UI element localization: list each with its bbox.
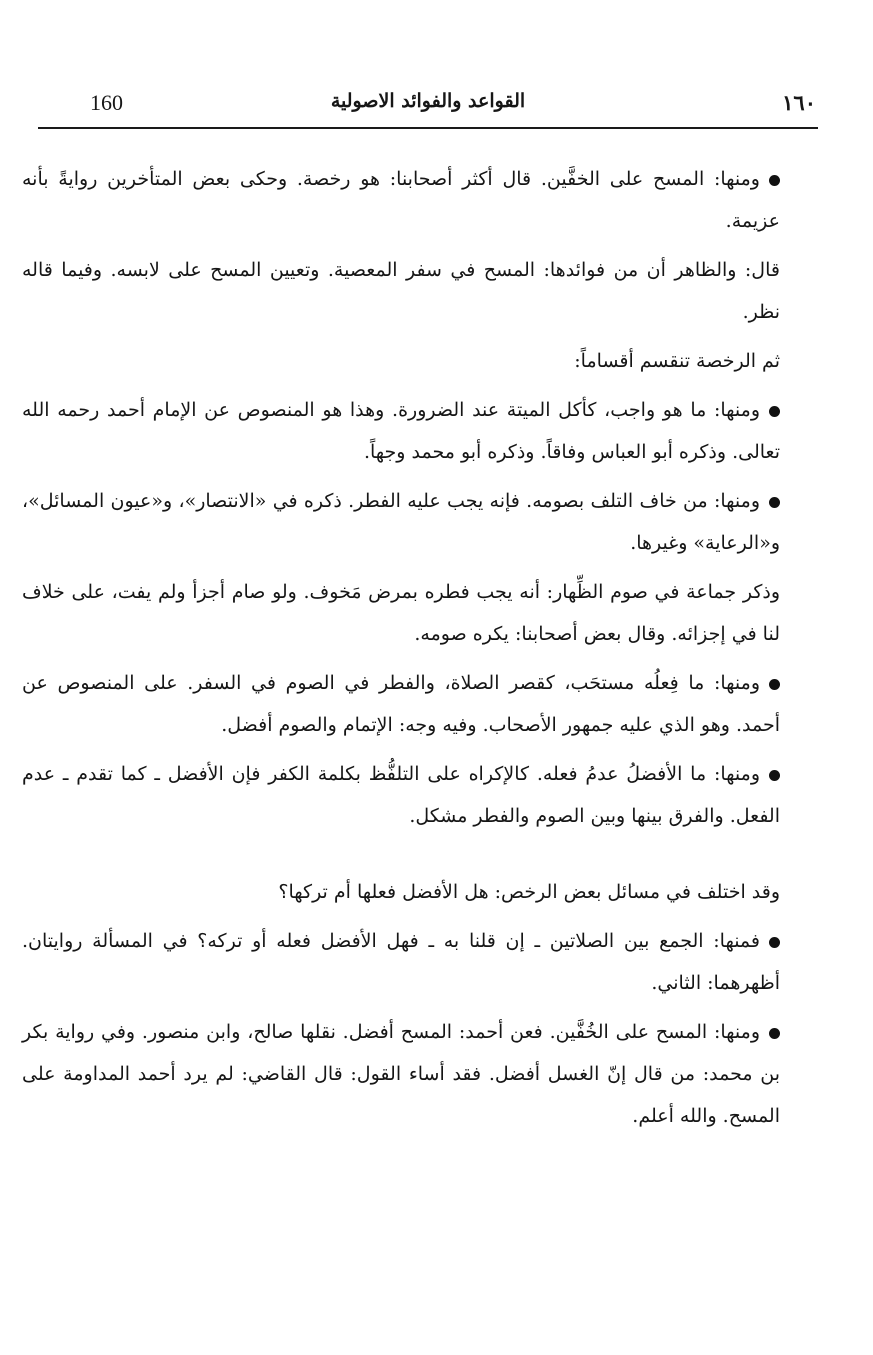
paragraph <box>22 340 780 382</box>
bullet-dot-icon <box>769 770 780 781</box>
header-rule <box>38 127 818 129</box>
bullet-paragraph <box>22 1011 780 1137</box>
page-number-arabic: ١٦٠ <box>782 90 816 115</box>
page-number-latin: 160 <box>90 90 123 115</box>
bullet-dot-icon <box>769 937 780 948</box>
paragraph-text: ومنها: المسح على الخُفَّين. فعن أحمد: المسح أفضل. نقلها صالح، وابن منصور. وفي رواية بكر بن محمد: من قال إنّ الغسل أفضل. فقد أساء القول: قال القاضي: لم يرد أحمد المداومة على المسح. والله أعلم. <box>22 1021 780 1127</box>
paragraph-text: ومنها: ما الأفضلُ عدمُ فعله. كالإكراه على التلفُّظ بكلمة الكفر فإن الأفضل ـ كما تقدم ـ عدم الفعل. والفرق بينها وبين الصوم والفطر مشكل. <box>22 763 780 827</box>
paragraph-text: ومنها: ما فِعلُه مستحَب، كقصر الصلاة، والفطر في الصوم في السفر. على المنصوص عن أحمد. وهو الذي عليه جمهور الأصحاب. وفيه وجه: الإتمام والصوم أفضل. <box>22 672 780 736</box>
paragraph-text: قال: والظاهر أن من فوائدها: المسح في سفر المعصية. وتعيين المسح على لابسه. وفيما قاله نظر. <box>22 259 780 323</box>
bullet-dot-icon <box>769 1028 780 1039</box>
bullet-paragraph <box>22 389 780 473</box>
book-title: القواعد والفوائد الاصولية <box>330 90 526 112</box>
paragraph-text: فمنها: الجمع بين الصلاتين ـ إن قلنا به ـ فهل الأفضل فعله أو تركه؟ في المسألة روايتان. أظهرهما: الثاني. <box>22 930 780 994</box>
paragraph-text: وقد اختلف في مسائل بعض الرخص: هل الأفضل فعلها أم تركها؟ <box>278 881 780 903</box>
bullet-dot-icon <box>769 679 780 690</box>
bullet-paragraph <box>22 753 780 837</box>
bullet-paragraph <box>22 920 780 1004</box>
paragraph-text: ومنها: ما هو واجب، كأكل الميتة عند الضرورة. وهذا هو المنصوص عن الإمام أحمد رحمه الله تعالى. وذكره أبو العباس وفاقاً. وذكره أبو محمد وجهاً. <box>22 399 780 463</box>
bullet-dot-icon <box>769 497 780 508</box>
paragraph <box>22 249 780 333</box>
paragraph-text: وذكر جماعة في صوم الظِّهار: أنه يجب فطره بمرض مَخوف. ولو صام أجزأ ولم يفت، على خلاف لنا في إجزائه. وقال بعض أصحابنا: يكره صومه. <box>22 581 780 645</box>
paragraph-text: ومنها: من خاف التلف بصومه. فإنه يجب عليه الفطر. ذكره في «الانتصار»، و«عيون المسائل»، و«الرعاية» وغيرها. <box>22 490 780 554</box>
paragraph-text: ثم الرخصة تنقسم أقساماً: <box>574 350 780 372</box>
running-header <box>38 84 818 124</box>
bullet-dot-icon <box>769 175 780 186</box>
bullet-paragraph <box>22 480 780 564</box>
paragraph <box>22 571 780 655</box>
bullet-paragraph <box>22 158 780 242</box>
bullet-paragraph <box>22 662 780 746</box>
body-text <box>22 158 780 1144</box>
bullet-dot-icon <box>769 406 780 417</box>
paragraph-text: ومنها: المسح على الخفَّين. قال أكثر أصحابنا: هو رخصة. وحكى بعض المتأخرين روايةً بأنه عزيمة. <box>22 168 780 232</box>
paragraph <box>22 871 780 913</box>
